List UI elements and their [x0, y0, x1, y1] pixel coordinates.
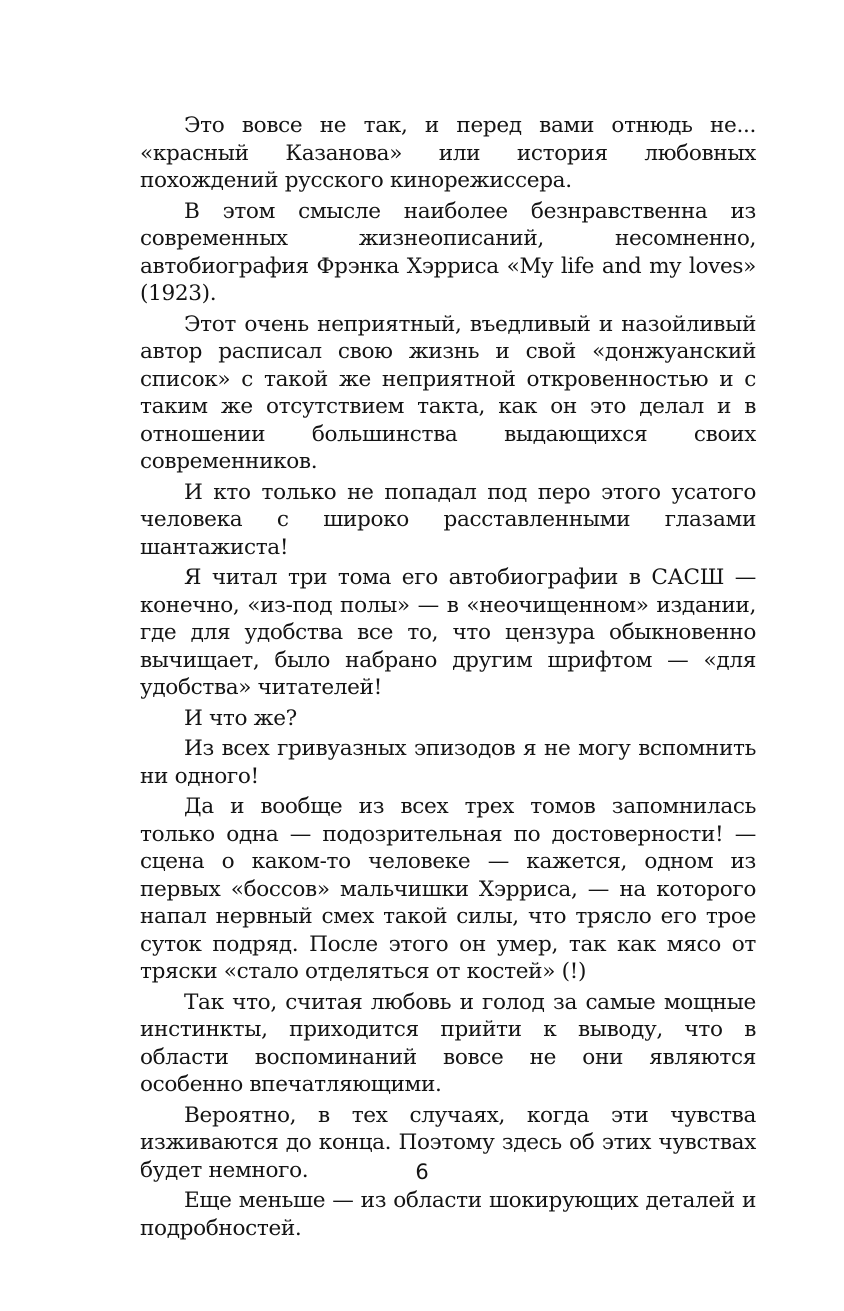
paragraph-10: Вероятно, в тех случаях, когда эти чувства изживаются до конца. Поэтому здесь об этих чувствах будет немного.	[140, 1102, 756, 1183]
paragraph-9: Так что, считая любовь и голод за самые мощные инстинкты, приходится прийти к выводу, что в области воспоминаний вовсе не они являются особенно впечатляющими.	[140, 989, 756, 1097]
paragraph-8: Да и вообще из всех трех томов запомнилась только одна — подозрительная по достоверности! — сцена о каком-то человеке — кажется, одном из первых «боссов» мальчишки Хэрриса, — на которого напал нервный смех такой силы, что трясло его трое суток подряд. После этого он умер, так как мясо от тряски «стало отделяться от костей» (!)	[140, 794, 756, 984]
paragraph-2: В этом смысле наиболее безнравственна из современных жизнеописаний, несомненно, автобиография Фрэнка Хэрриса «My life and my loves» (1923).	[140, 198, 756, 306]
paragraph-4: И кто только не попадал под перо этого усатого человека с широко расставленными глазами шантажиста!	[140, 479, 756, 560]
paragraph-1: Это вовсе не так, и перед вами отнюдь не... «красный Казанова» или история любовных похождений русского кинорежиссера.	[140, 113, 756, 193]
paragraph-3: Этот очень неприятный, въедливый и назойливый автор расписал свою жизнь и свой «донжуанский список» с такой же неприятной откровенностью и с таким же отсутствием такта, как он это делал и в отношении большинства выдающихся своих современников.	[140, 311, 756, 474]
paragraph-7: Из всех гривуазных эпизодов я не могу вспомнить ни одного!	[140, 736, 756, 789]
paragraph-5: Я читал три тома его автобиографии в САСШ — конечно, «из-под полы» — в «неочищенном» издании, где для удобства все то, что цензура обыкновенно вычищает, было набрано другим шрифтом — «для удобства» читателей!	[140, 565, 756, 700]
paragraph-11: Еще меньше — из области шокирующих деталей и подробностей.	[140, 1188, 756, 1241]
paragraph-6: И что же?	[184, 705, 297, 731]
body-text	[140, 112, 756, 1245]
page-number: 6	[415, 1160, 429, 1184]
